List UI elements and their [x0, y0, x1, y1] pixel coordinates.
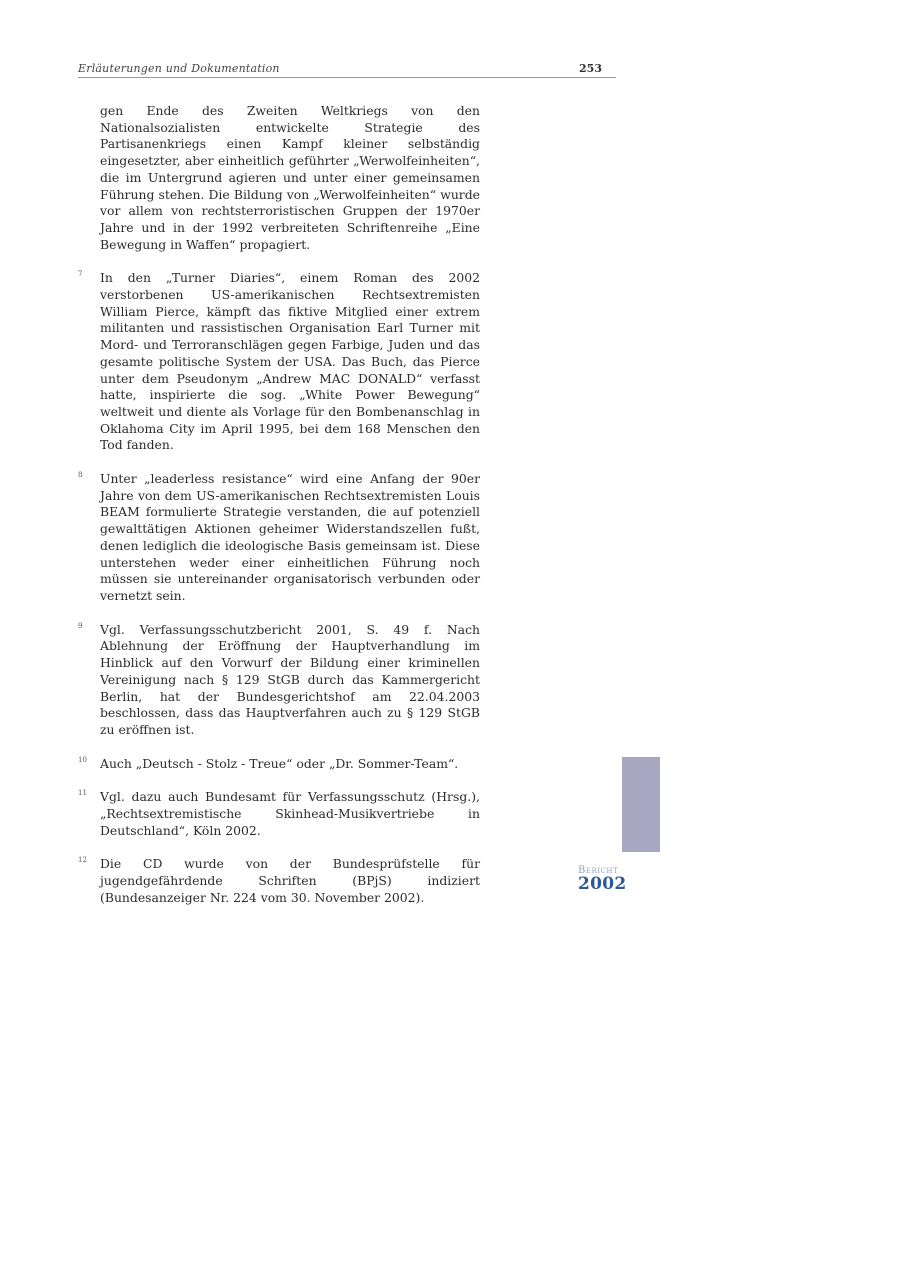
running-header: [78, 62, 616, 78]
footnote-number: 8: [78, 471, 83, 480]
footnote-12: [78, 856, 480, 906]
footnote-text: Die CD wurde von der Bundesprüfstelle für jugendgefährdende Schriften (BPjS) indiziert (Bundesanzeiger Nr. 224 vom 30. November 2002).: [100, 856, 480, 905]
footnote-continuation: gen Ende des Zweiten Weltkriegs von den Nationalsozialisten entwickelte Strategie des Partisanenkriegs einen Kampf kleiner selbständig eingesetzter, aber einheitlich geführter „Werwolfeinheiten“, die im Untergrund agieren und unter einer gemeinsamen Führung stehen. Die Bildung von „Werwolfeinheiten“ wurde vor allem von rechtsterroristischen Gruppen der 1970er Jahre und in der 1992 verbreiteten Schriftenreihe „Eine Bewegung in Waffen“ propagiert.: [100, 103, 480, 252]
footnote-number: 9: [78, 621, 83, 630]
footnote-10: [78, 756, 480, 773]
report-brand-logo: [578, 866, 638, 893]
footnote-number: 11: [78, 789, 87, 798]
footnote-7: [78, 270, 480, 454]
footnote-text: Vgl. Verfassungsschutzbericht 2001, S. 49 f. Nach Ablehnung der Eröffnung der Hauptverhandlung im Hinblick auf den Vorwurf der Bildung einer kriminellen Vereinigung nach § 129 StGB durch das Kammergericht Berlin, hat der Bundesgerichtshof am 22.04.2003 beschlossen, dass das Hauptverfahren auch zu § 129 StGB zu eröffnen ist.: [100, 621, 480, 737]
page-number: 253: [579, 62, 602, 75]
footnote-number: 10: [78, 755, 87, 764]
footnote-number: 7: [78, 270, 83, 279]
footnote-11: [78, 789, 480, 839]
header-title: Erläuterungen und Dokumentation: [78, 62, 280, 75]
footnote-9: [78, 622, 480, 739]
side-color-bar: [622, 757, 660, 852]
brand-year: 2002: [578, 874, 627, 894]
footnote-number: 12: [78, 856, 87, 865]
footnote-text: In den „Turner Diaries“, einem Roman des 2002 verstorbenen US-amerikanischen Rechtsextremisten William Pierce, kämpft das fiktive Mitglied einer extrem militanten und rassistischen Organisation Earl Turner mit Mord- und Terroranschlägen gegen Farbige, Juden und das gesamte politische System der USA. Das Buch, das Pierce unter dem Pseudonym „Andrew MAC DONALD“ verfasst hatte, inspirierte die sog. „White Power Bewegung“ weltweit und diente als Vorlage für den Bombenanschlag in Oklahoma City im April 1995, bei dem 168 Menschen den Tod fanden.: [100, 270, 480, 453]
footnote-text: Unter „leaderless resistance“ wird eine Anfang der 90er Jahre von dem US-amerikanischen Rechtsextremisten Louis BEAM formulierte Strategie verstanden, die auf potenziell gewalttätigen Aktionen geheimer Widerstandszellen fußt, denen lediglich die ideologische Basis gemeinsam ist. Diese unterstehen weder einer einheitlichen Führung noch müssen sie untereinander organisatorisch verbunden oder vernetzt sein.: [100, 471, 480, 603]
footnote-8: [78, 471, 480, 605]
brand-word: Bericht: [578, 865, 619, 876]
footnote-text: Vgl. dazu auch Bundesamt für Verfassungsschutz (Hrsg.), „Rechtsextremistische Skinhead-Musikvertriebe in Deutschland“, Köln 2002.: [100, 789, 480, 838]
main-content: [78, 103, 480, 907]
footnote-text: Auch „Deutsch - Stolz - Treue“ oder „Dr. Sommer-Team“.: [100, 755, 459, 771]
